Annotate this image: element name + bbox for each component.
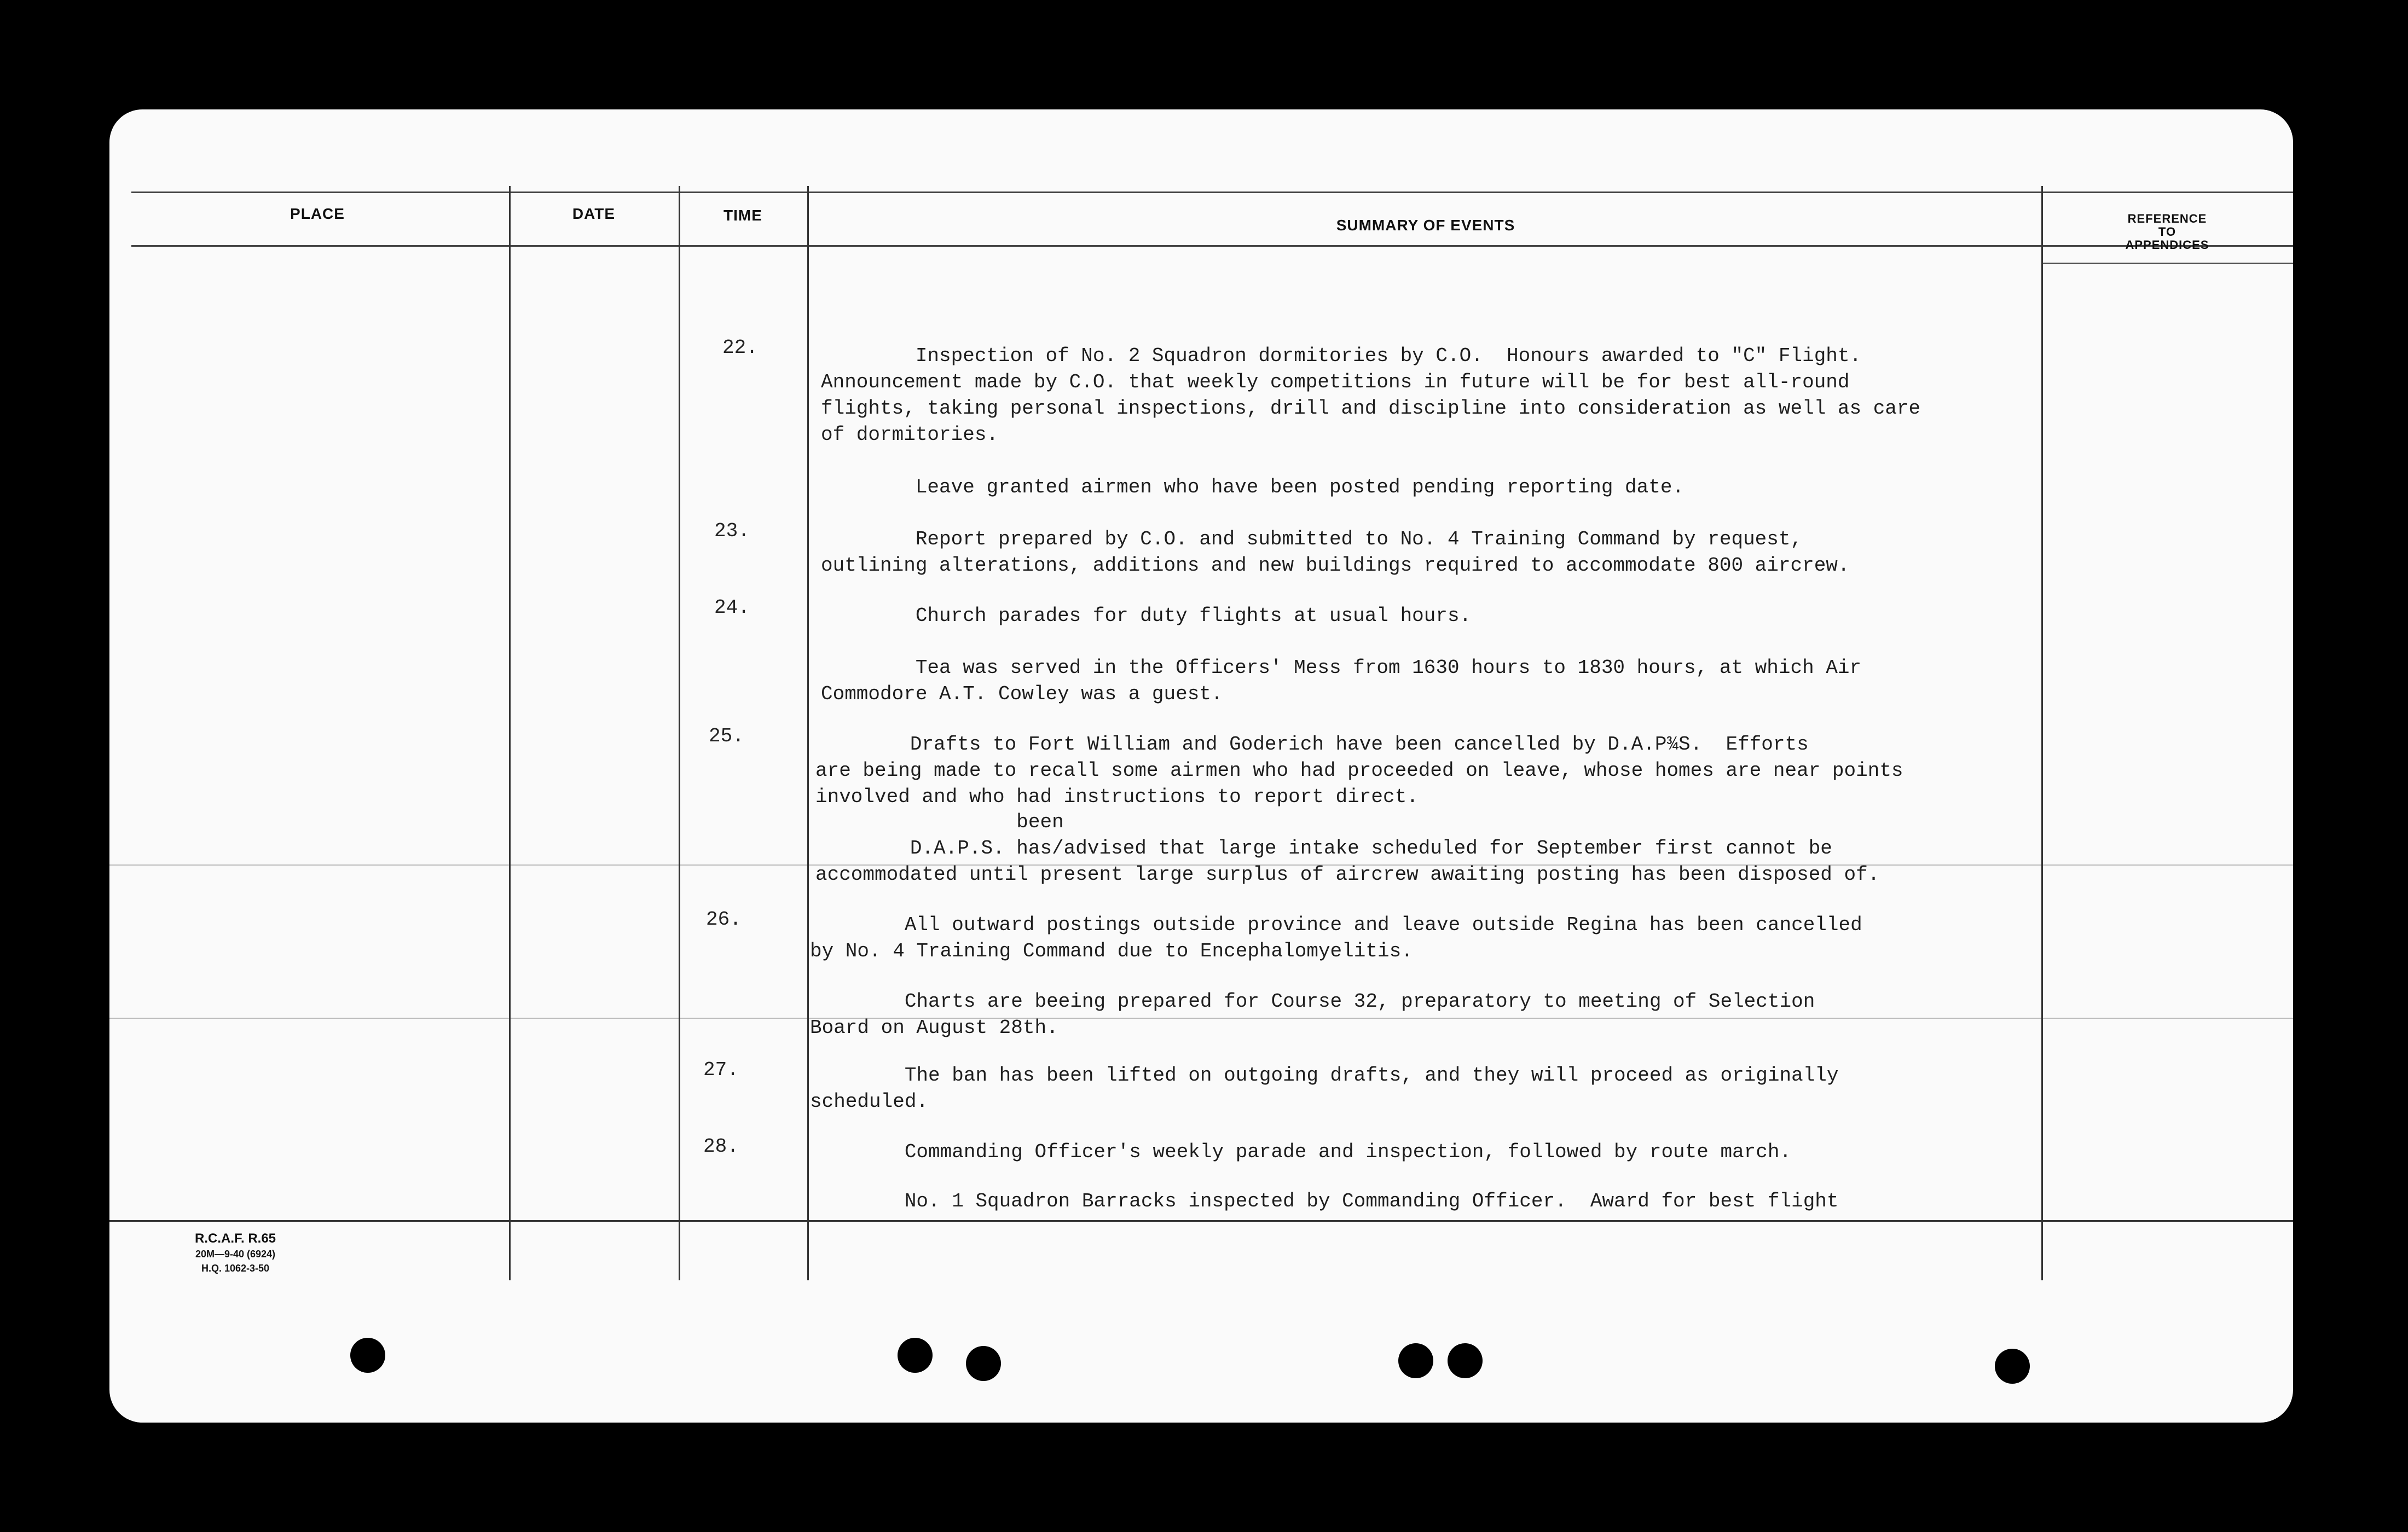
entry-text-line: All outward postings outside province and leave outside Regina has been cancelled xyxy=(810,914,1862,936)
header-time: TIME xyxy=(723,207,762,224)
entry-text-line: flights, taking personal inspections, drill and discipline into consideration as well as care xyxy=(821,397,1921,420)
form-bottom-rule xyxy=(109,1220,2293,1222)
entry-text-line: Commanding Officer's weekly parade and inspection, followed by route march. xyxy=(810,1141,1792,1163)
form-print-code: 20M—9-40 (6924) xyxy=(195,1249,276,1260)
column-divider-time-summary xyxy=(807,186,809,1280)
header-reference xyxy=(2047,212,2288,252)
diary-form-sheet xyxy=(109,109,2293,1423)
entry-time: 27. xyxy=(703,1059,739,1081)
entry-text-line: D.A.P.S. has/advised that large intake scheduled for September first cannot be xyxy=(815,837,1832,860)
entry-time: 22. xyxy=(722,336,758,359)
entry-text-line: Report prepared by C.O. and submitted to No. 4 Training Command by request, xyxy=(821,528,1803,550)
entry-time: 24. xyxy=(714,596,750,619)
entry-text-line: Board on August 28th. xyxy=(810,1017,1058,1039)
header-reference-line3: APPENDICES xyxy=(2125,238,2209,252)
header-reference-line2: TO xyxy=(2158,225,2177,239)
form-hq-code: H.Q. 1062-3-50 xyxy=(201,1263,270,1274)
ruled-line xyxy=(109,1018,2293,1019)
binder-hole xyxy=(966,1346,1001,1381)
entry-time: 26. xyxy=(706,908,742,931)
entry-time: 28. xyxy=(703,1135,739,1158)
entry-text-line: of dormitories. xyxy=(821,423,999,446)
entry-text-line: No. 1 Squadron Barracks inspected by Commanding Officer. Award for best flight xyxy=(810,1190,1839,1212)
column-divider-date-time xyxy=(679,186,680,1280)
entry-text-line: accommodated until present large surplus of aircrew awaiting posting has been disposed of. xyxy=(815,863,1880,886)
entry-text-line: scheduled. xyxy=(810,1090,929,1113)
header-date: DATE xyxy=(572,205,616,222)
header-summary: SUMMARY OF EVENTS xyxy=(1336,217,1515,234)
entry-text-line: Inspection of No. 2 Squadron dormitories by C.O. Honours awarded to "C" Flight. xyxy=(821,345,1862,367)
binder-hole xyxy=(898,1338,933,1373)
entry-time: 25. xyxy=(709,725,744,747)
column-divider-place-date xyxy=(509,186,511,1280)
entry-text-line: are being made to recall some airmen who had proceeded on leave, whose homes are near points xyxy=(815,759,1903,782)
entry-text-line: Tea was served in the Officers' Mess from 1630 hours to 1830 hours, at which Air xyxy=(821,657,1862,679)
header-place: PLACE xyxy=(290,205,345,222)
header-top-rule xyxy=(131,192,2293,193)
form-number: R.C.A.F. R.65 xyxy=(194,1231,276,1246)
binder-hole xyxy=(1448,1343,1483,1378)
entry-text-line: The ban has been lifted on outgoing drafts, and they will proceed as originally xyxy=(810,1064,1839,1087)
entry-text-line: Church parades for duty flights at usual hours. xyxy=(821,605,1472,627)
reference-header-rule xyxy=(2041,263,2293,264)
entry-text-line: Leave granted airmen who have been posted pending reporting date. xyxy=(821,476,1685,498)
entry-text-line: Announcement made by C.O. that weekly competitions in future will be for best all-round xyxy=(821,371,1850,393)
entry-text-line: Drafts to Fort William and Goderich have been cancelled by D.A.P¾S. Efforts xyxy=(815,733,1809,756)
entry-text-insertion: been xyxy=(815,811,1064,833)
column-divider-summary-reference xyxy=(2041,186,2043,1280)
entry-text-line: outlining alterations, additions and new buildings required to accommodate 800 aircrew. xyxy=(821,554,1850,577)
entry-time: 23. xyxy=(714,520,750,542)
entry-text-line: involved and who had instructions to report direct. xyxy=(815,786,1419,808)
binder-hole xyxy=(1398,1343,1433,1378)
binder-hole xyxy=(1995,1349,2030,1384)
entry-text-line: Commodore A.T. Cowley was a guest. xyxy=(821,683,1223,705)
entry-text-line: Charts are beeing prepared for Course 32, preparatory to meeting of Selection xyxy=(810,990,1815,1013)
header-reference-line1: REFERENCE xyxy=(2127,212,2207,225)
entry-text-line: by No. 4 Training Command due to Encephalomyelitis. xyxy=(810,940,1413,962)
header-bottom-rule xyxy=(131,245,2293,247)
binder-hole xyxy=(350,1338,385,1373)
